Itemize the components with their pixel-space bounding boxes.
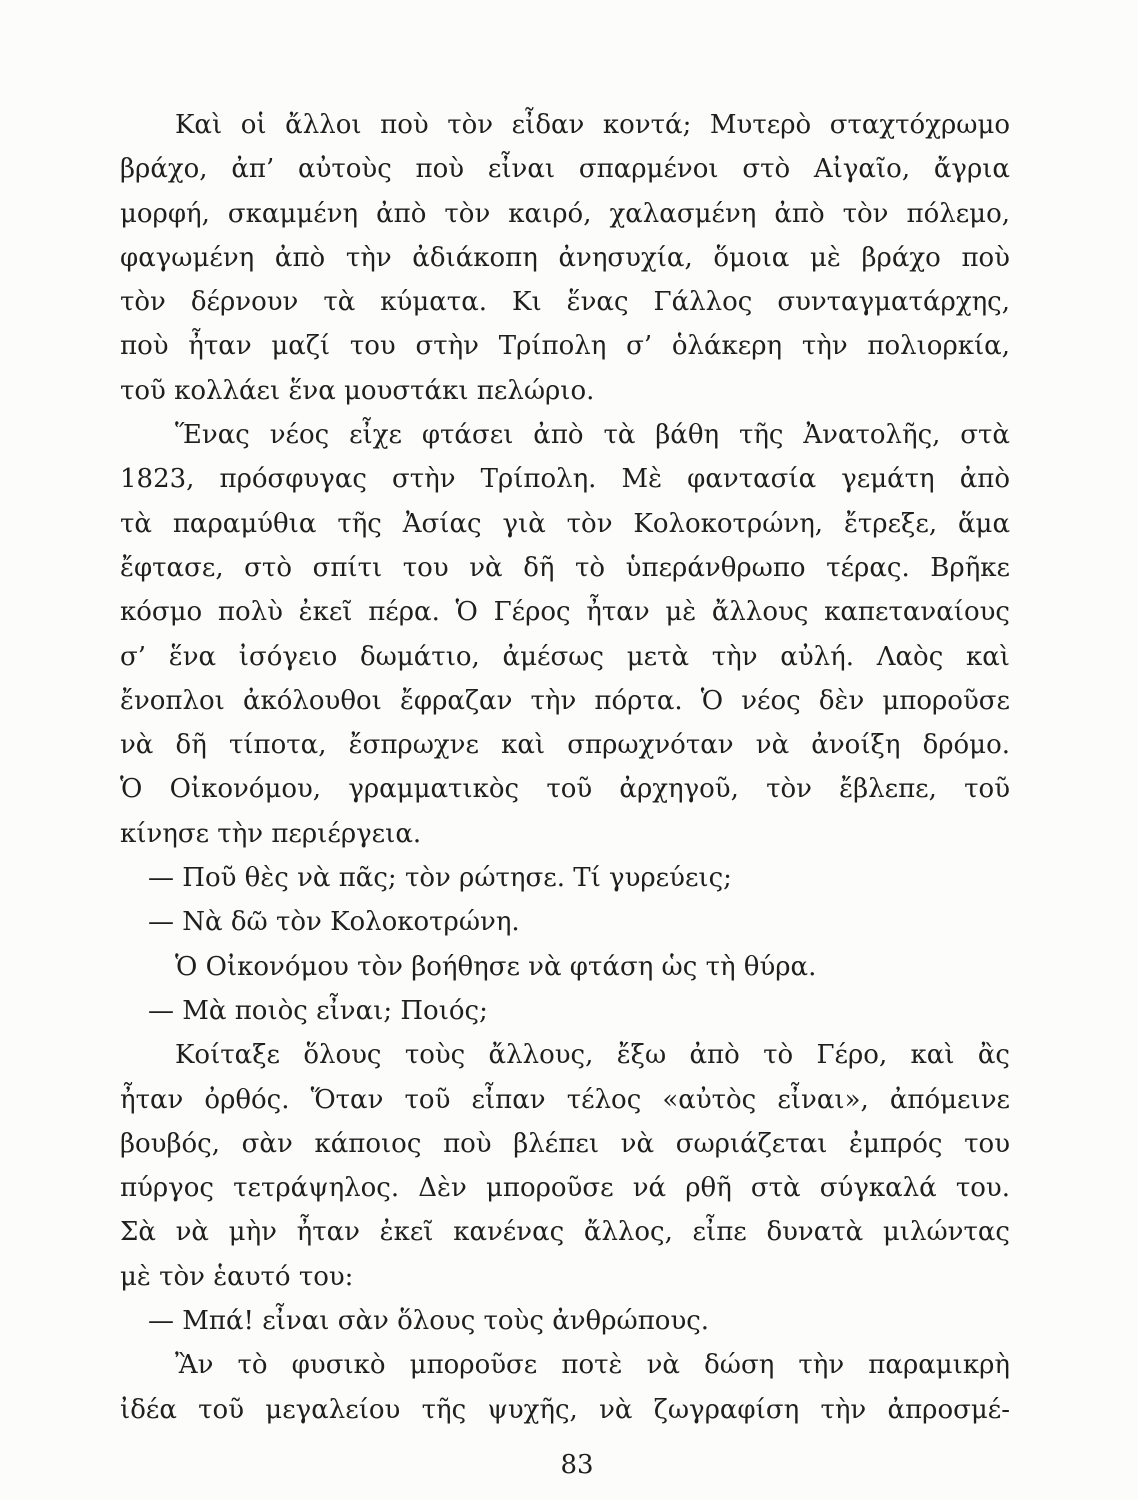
text-line: τὰ παραμύθια τῆς Ἀσίας γιὰ τὸν Κολοκοτρώνη, ἔτρεξε, ἅμα (120, 508, 1010, 539)
text-line: Ἂν τὸ φυσικὸ μποροῦσε ποτὲ νὰ δώση τὴν παραμικρὴ (175, 1350, 1010, 1381)
text-line: Ὁ Οἰκονόμου, γραμματικὸς τοῦ ἀρχηγοῦ, τὸν ἔβλεπε, τοῦ (120, 774, 1010, 805)
text-line: βουβός, σὰν κάποιος ποὺ βλέπει νὰ σωριάζεται ἐμπρός του (120, 1128, 1010, 1159)
dialogue-paragraph (120, 1299, 1010, 1343)
text-line: φαγωμένη ἀπὸ τὴν ἀδιάκοπη ἀνησυχία, ὅμοια μὲ βράχο ποὺ (120, 242, 1010, 273)
text-line: Ὁ Οἰκονόμου τὸν βοήθησε νὰ φτάση ὡς τὴ θύρα. (175, 951, 817, 982)
text-line: — Μπά! εἶναι σὰν ὅλους τοὺς ἀνθρώπους. (148, 1306, 710, 1337)
text-line: τὸν δέρνουν τὰ κύματα. Κι ἕνας Γάλλος συνταγματάρχης, (120, 287, 1010, 318)
dialogue-paragraph (120, 989, 1010, 1033)
text-line: πύργος τετράψηλος. Δὲν μποροῦσε νά ρθῆ στὰ σύγκαλά του. (120, 1173, 1010, 1204)
page-number: 83 (560, 1450, 594, 1480)
text-line: Ἕνας νέος εἶχε φτάσει ἀπὸ τὰ βάθη τῆς Ἀνατολῆς, στὰ (175, 420, 1010, 451)
paragraph (120, 1033, 1010, 1299)
dialogue-paragraph (120, 856, 1010, 900)
text-line: — Μὰ ποιὸς εἶναι; Ποιός; (148, 995, 488, 1026)
paragraph (120, 413, 1010, 856)
dialogue-paragraph (120, 900, 1010, 944)
text-line: μὲ τὸν ἑαυτό του: (120, 1261, 354, 1292)
text-line: ἦταν ὀρθός. Ὅταν τοῦ εἶπαν τέλος «αὐτὸς εἶναι», ἀπόμεινε (120, 1084, 1010, 1115)
text-line: Σὰ νὰ μὴν ἦταν ἐκεῖ κανένας ἄλλος, εἶπε δυνατὰ μιλώντας (120, 1217, 1010, 1248)
text-line: νὰ δῆ τίποτα, ἔσπρωχνε καὶ σπρωχνόταν νὰ ἀνοίξη δρόμο. (120, 730, 1010, 761)
text-line: — Νὰ δῶ τὸν Κολοκοτρώνη. (148, 907, 520, 938)
text-line: ποὺ ἦταν μαζί του στὴν Τρίπολη σ’ ὁλάκερη τὴν πολιορκία, (120, 331, 1010, 362)
text-line: ἔνοπλοι ἀκόλουθοι ἔφραζαν τὴν πόρτα. Ὁ νέος δὲν μποροῦσε (120, 685, 1010, 716)
text-line: ἰδέα τοῦ μεγαλείου τῆς ψυχῆς, νὰ ζωγραφίση τὴν ἀπροσμέ- (120, 1394, 1010, 1425)
paragraph (120, 945, 1010, 989)
paragraph (120, 1343, 1010, 1432)
text-line: βράχο, ἀπ’ αὐτοὺς ποὺ εἶναι σπαρμένοι στὸ Αἰγαῖο, ἄγρια (120, 154, 1010, 185)
text-line: κίνησε τὴν περιέργεια. (120, 818, 422, 849)
text-line: Καὶ οἱ ἄλλοι ποὺ τὸν εἶδαν κοντά; Μυτερὸ σταχτόχρωμο (175, 110, 1010, 140)
paragraph (120, 103, 1010, 413)
text-line: κόσμο πολὺ ἐκεῖ πέρα. Ὁ Γέρος ἦταν μὲ ἄλλους καπεταναίους (120, 597, 1010, 628)
text-line: Κοίταξε ὅλους τοὺς ἄλλους, ἔξω ἀπὸ τὸ Γέρο, καὶ ἂς (175, 1040, 1010, 1071)
text-line: 1823, πρόσφυγας στὴν Τρίπολη. Μὲ φαντασία γεμάτη ἀπὸ (120, 464, 1010, 495)
text-line: τοῦ κολλάει ἕνα μουστάκι πελώριο. (120, 375, 595, 406)
text-line: μορφή, σκαμμένη ἀπὸ τὸν καιρό, χαλασμένη ἀπὸ τὸν πόλεμο, (120, 198, 1010, 229)
page-text (120, 103, 1010, 1432)
text-line: ἔφτασε, στὸ σπίτι του νὰ δῆ τὸ ὑπεράνθρωπο τέρας. Βρῆκε (120, 552, 1010, 583)
text-line: — Ποῦ θὲς νὰ πᾶς; τὸν ρώτησε. Τί γυρεύεις; (148, 863, 732, 894)
text-line: σ’ ἕνα ἰσόγειο δωμάτιο, ἀμέσως μετὰ τὴν αὐλή. Λαὸς καὶ (120, 641, 1010, 672)
